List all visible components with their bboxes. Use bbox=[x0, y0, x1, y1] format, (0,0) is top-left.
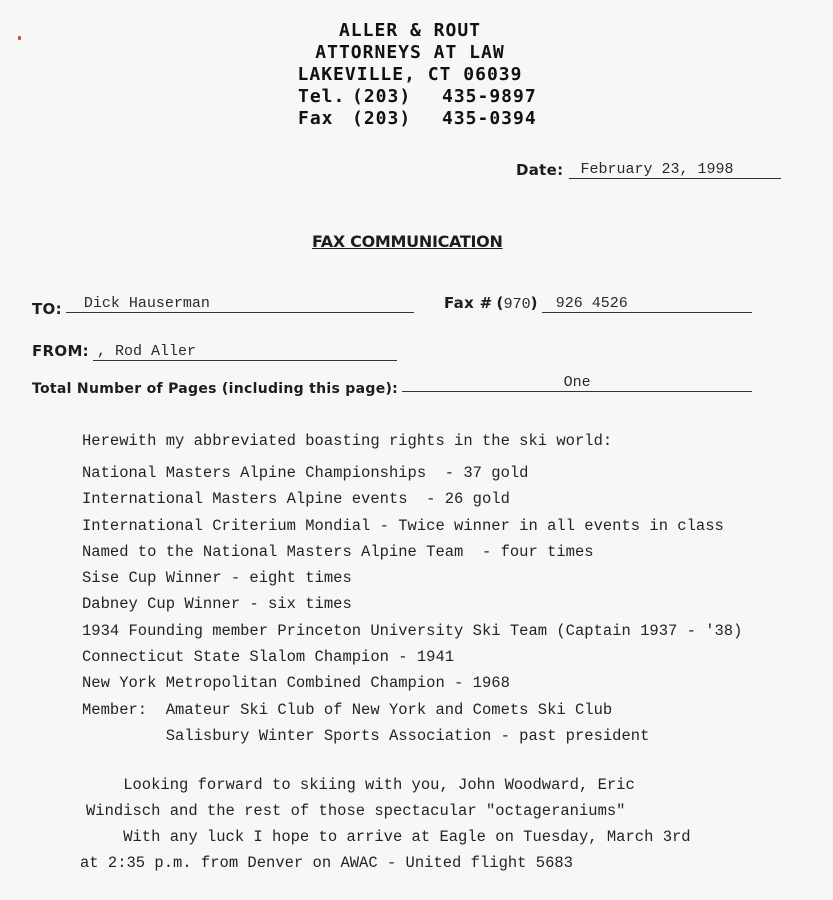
firm-profession: ATTORNEYS AT LAW bbox=[315, 42, 505, 63]
firm-fax bbox=[250, 108, 570, 130]
pages-value: One bbox=[402, 374, 752, 392]
closing-line: With any luck I hope to arrive at Eagle on Tuesday, March 3rd bbox=[86, 828, 691, 846]
tel-number: 435-9897 bbox=[442, 86, 537, 107]
fax-number-field bbox=[444, 294, 752, 313]
closing-line: Looking forward to skiing with you, John Woodward, Eric bbox=[86, 776, 635, 794]
fax-paren-open: ( bbox=[496, 294, 504, 312]
achievement-line: International Criterium Mondial - Twice winner in all events in class bbox=[82, 516, 724, 535]
firm-name: ALLER & ROUT bbox=[338, 20, 482, 41]
achievements-list bbox=[82, 460, 742, 749]
date-value: February 23, 1998 bbox=[569, 161, 781, 179]
letterhead bbox=[250, 20, 570, 130]
from-value: , Rod Aller bbox=[93, 343, 397, 361]
achievement-line: International Masters Alpine events - 26 gold bbox=[82, 490, 510, 509]
from-field bbox=[32, 342, 397, 361]
to-label: TO: bbox=[32, 300, 62, 318]
closing-line: at 2:35 p.m. from Denver on AWAC - United flight 5683 bbox=[80, 854, 573, 872]
achievement-line: Sise Cup Winner - eight times bbox=[82, 569, 352, 588]
fax-number-label: Fax # bbox=[444, 294, 493, 312]
fax-label: Fax bbox=[298, 108, 334, 129]
intro-line: Herewith my abbreviated boasting rights in the ski world: bbox=[82, 432, 613, 450]
achievement-line: Salisbury Winter Sports Association - past president bbox=[82, 726, 650, 745]
fax-paren-close: ) bbox=[530, 294, 538, 312]
closing-paragraph bbox=[80, 772, 691, 876]
to-field bbox=[32, 295, 414, 319]
achievement-line: Named to the National Masters Alpine Team - four times bbox=[82, 542, 594, 561]
fax-heading: FAX COMMUNICATION bbox=[312, 232, 503, 251]
fax-number-value: 926 4526 bbox=[542, 295, 752, 313]
achievement-line: National Masters Alpine Championships - 37 gold bbox=[82, 464, 529, 482]
achievement-line: Connecticut State Slalom Champion - 1941 bbox=[82, 648, 455, 667]
date-label: Date: bbox=[516, 161, 564, 179]
pages-field bbox=[32, 374, 752, 398]
firm-telephone bbox=[250, 86, 570, 108]
fax-area-value: 970 bbox=[503, 296, 531, 313]
date-row bbox=[516, 160, 781, 179]
ink-speck bbox=[18, 36, 21, 40]
achievement-line: New York Metropolitan Combined Champion - 1968 bbox=[82, 674, 510, 693]
tel-label: Tel. bbox=[298, 86, 346, 107]
to-value: Dick Hauserman bbox=[66, 295, 414, 313]
closing-line: Windisch and the rest of those spectacular "octageraniums" bbox=[86, 802, 626, 820]
firm-location: LAKEVILLE, CT 06039 bbox=[297, 64, 523, 85]
pages-label: Total Number of Pages (including this page): bbox=[32, 381, 399, 397]
from-label: FROM: bbox=[32, 342, 89, 360]
fax-area-code: (203) bbox=[352, 108, 412, 129]
tel-area-code: (203) bbox=[352, 86, 412, 107]
achievement-line: 1934 Founding member Princeton University Ski Team (Captain 1937 - '38) bbox=[82, 621, 743, 640]
achievement-line: Member: Amateur Ski Club of New York and Comets Ski Club bbox=[82, 700, 613, 719]
fax-number: 435-0394 bbox=[442, 108, 537, 129]
achievement-line: Dabney Cup Winner - six times bbox=[82, 595, 352, 614]
